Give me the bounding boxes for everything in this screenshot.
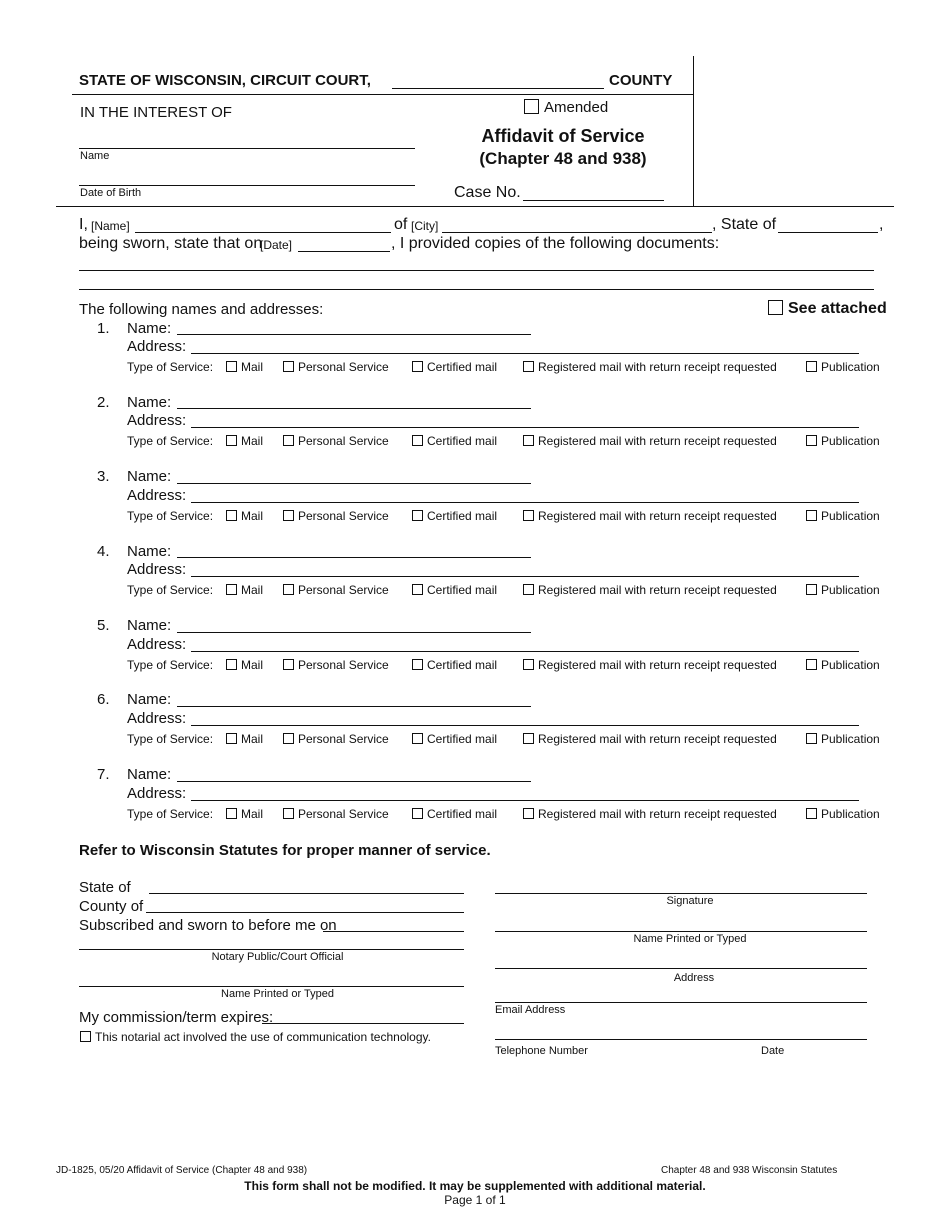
entry-number: 7. (97, 766, 110, 783)
entry-address-label: Address: (127, 785, 187, 802)
interest-of-label: IN THE INTEREST OF (80, 104, 232, 121)
certified-checkbox[interactable] (412, 361, 423, 372)
signature-label: Signature (666, 895, 714, 907)
certified-checkbox[interactable] (412, 584, 423, 595)
service-mail-option[interactable] (226, 360, 263, 374)
form-title: Affidavit of Service (481, 126, 645, 146)
notary-official-label: Notary Public/Court Official (211, 951, 344, 963)
service-personal-option[interactable] (283, 360, 389, 374)
service-publication-option[interactable] (806, 360, 880, 374)
entry-address-line[interactable] (191, 725, 859, 726)
entry-address-line[interactable] (191, 353, 859, 354)
service-mail-option[interactable] (226, 732, 263, 746)
service-registered-option[interactable] (523, 732, 777, 746)
publication-label: Publication (821, 509, 880, 523)
service-mail-option[interactable] (226, 807, 263, 821)
personal-label: Personal Service (298, 509, 389, 523)
mail-checkbox[interactable] (226, 435, 237, 446)
commission-label: My commission/term expires: (79, 1009, 274, 1026)
see-attached-checkbox[interactable] (768, 300, 783, 315)
publication-label: Publication (821, 583, 880, 597)
entry-name-label: Name: (127, 320, 172, 337)
service-publication-option[interactable] (806, 434, 880, 448)
certified-label: Certified mail (427, 732, 498, 746)
service-personal-option[interactable] (283, 509, 389, 523)
documents-line-1[interactable] (79, 270, 874, 271)
service-registered-option[interactable] (523, 434, 777, 448)
mail-label: Mail (241, 658, 264, 672)
signer-name-label: Name Printed or Typed (633, 933, 747, 945)
registered-checkbox[interactable] (523, 584, 534, 595)
entry-address-line[interactable] (191, 651, 859, 652)
signer-address-line[interactable] (495, 968, 867, 969)
publication-checkbox[interactable] (806, 510, 817, 521)
mail-checkbox[interactable] (226, 659, 237, 670)
name-hint: [Name] (91, 219, 130, 233)
personal-label: Personal Service (298, 658, 389, 672)
page-number: Page 1 of 1 (444, 1193, 506, 1207)
signature-line[interactable] (495, 893, 867, 894)
service-type-label: Type of Service: (127, 434, 214, 448)
entry-name-label: Name: (127, 468, 172, 485)
service-publication-option[interactable] (806, 807, 880, 821)
entry-name-line[interactable] (177, 632, 531, 633)
notary-county-line[interactable] (146, 912, 464, 913)
entry-number: 5. (97, 617, 110, 634)
entry-name-label: Name: (127, 543, 172, 560)
entry-name-line[interactable] (177, 706, 531, 707)
entry-name-line[interactable] (177, 408, 531, 409)
service-type-label: Type of Service: (127, 807, 214, 821)
entry-address-label: Address: (127, 487, 187, 504)
form-subtitle: (Chapter 48 and 938) (479, 149, 647, 168)
email-label: Email Address (495, 1004, 566, 1016)
city-hint: [City] (411, 219, 439, 233)
publication-checkbox[interactable] (806, 361, 817, 372)
case-no-blank[interactable] (523, 200, 664, 201)
service-type-label: Type of Service: (127, 732, 214, 746)
entry-address-line[interactable] (191, 502, 859, 503)
signer-name-line[interactable] (495, 931, 867, 932)
modification-notice: This form shall not be modified. It may be supplemented with additional material. (244, 1179, 706, 1193)
personal-label: Personal Service (298, 434, 389, 448)
statement-name-blank[interactable] (135, 232, 391, 233)
mail-label: Mail (241, 583, 264, 597)
certified-checkbox[interactable] (412, 808, 423, 819)
certified-checkbox[interactable] (412, 510, 423, 521)
service-personal-option[interactable] (283, 732, 389, 746)
service-personal-option[interactable] (283, 807, 389, 821)
signer-address-label: Address (673, 972, 715, 984)
service-certified-option[interactable] (412, 360, 497, 374)
registered-label: Registered mail with return receipt requested (538, 583, 777, 597)
notary-state-line[interactable] (149, 893, 464, 894)
mail-label: Mail (241, 732, 264, 746)
service-registered-option[interactable] (523, 807, 777, 821)
service-personal-option[interactable] (283, 583, 389, 597)
registered-label: Registered mail with return receipt requested (538, 807, 777, 821)
entry-address-label: Address: (127, 561, 187, 578)
entry-address-line[interactable] (191, 800, 859, 801)
certified-label: Certified mail (427, 583, 498, 597)
publication-checkbox[interactable] (806, 733, 817, 744)
entry-address-label: Address: (127, 636, 187, 653)
comm-tech-checkbox[interactable] (80, 1031, 91, 1042)
notary-name-label: Name Printed or Typed (221, 988, 334, 1000)
registered-label: Registered mail with return receipt requested (538, 509, 777, 523)
comm-tech-label: This notarial act involved the use of communication technology. (95, 1030, 431, 1044)
header-divider (693, 56, 694, 206)
entry-number: 4. (97, 543, 110, 560)
mail-checkbox[interactable] (226, 808, 237, 819)
documents-line-2[interactable] (79, 289, 874, 290)
certified-checkbox[interactable] (412, 435, 423, 446)
signer-address-line-2[interactable] (495, 1002, 867, 1003)
service-certified-option[interactable] (412, 509, 497, 523)
i-label: I, (79, 216, 88, 233)
registered-label: Registered mail with return receipt requested (538, 658, 777, 672)
commission-line[interactable] (262, 1023, 464, 1024)
telephone-label: Telephone Number (495, 1045, 588, 1057)
see-attached-option[interactable] (768, 300, 887, 318)
entry-number: 2. (97, 394, 110, 411)
publication-label: Publication (821, 434, 880, 448)
dob-line[interactable] (79, 185, 415, 186)
personal-checkbox[interactable] (283, 808, 294, 819)
comm-tech-option[interactable] (80, 1030, 431, 1044)
name-line[interactable] (79, 148, 415, 149)
registered-label: Registered mail with return receipt requested (538, 360, 777, 374)
personal-checkbox[interactable] (283, 659, 294, 670)
mail-label: Mail (241, 434, 264, 448)
entry-name-line[interactable] (177, 557, 531, 558)
service-mail-option[interactable] (226, 583, 263, 597)
certified-checkbox[interactable] (412, 733, 423, 744)
publication-label: Publication (821, 360, 880, 374)
state-comma: , (879, 216, 884, 233)
service-certified-option[interactable] (412, 658, 497, 672)
publication-label: Publication (821, 658, 880, 672)
personal-label: Personal Service (298, 583, 389, 597)
name-label: Name (80, 150, 110, 162)
personal-label: Personal Service (298, 807, 389, 821)
service-registered-option[interactable] (523, 583, 777, 597)
personal-label: Personal Service (298, 732, 389, 746)
service-publication-option[interactable] (806, 658, 880, 672)
service-personal-option[interactable] (283, 658, 389, 672)
personal-checkbox[interactable] (283, 435, 294, 446)
registered-checkbox[interactable] (523, 510, 534, 521)
amended-label: Amended (544, 99, 609, 116)
service-mail-option[interactable] (226, 509, 263, 523)
refer-statutes-note: Refer to Wisconsin Statutes for proper manner of service. (79, 842, 491, 859)
entry-address-line[interactable] (191, 427, 859, 428)
entry-number: 1. (97, 320, 110, 337)
entry-address-line[interactable] (191, 576, 859, 577)
entry-name-label: Name: (127, 691, 172, 708)
provided-text: , I provided copies of the following documents: (391, 235, 720, 252)
entry-address-label: Address: (127, 710, 187, 727)
certified-label: Certified mail (427, 434, 498, 448)
certified-label: Certified mail (427, 807, 498, 821)
mail-label: Mail (241, 807, 264, 821)
publication-checkbox[interactable] (806, 808, 817, 819)
certified-label: Certified mail (427, 360, 498, 374)
entry-address-label: Address: (127, 412, 187, 429)
service-mail-option[interactable] (226, 658, 263, 672)
mail-checkbox[interactable] (226, 584, 237, 595)
registered-checkbox[interactable] (523, 435, 534, 446)
case-no-label: Case No. (454, 184, 521, 201)
subscribed-date-line[interactable] (323, 931, 464, 932)
county-blank[interactable] (392, 88, 604, 89)
publication-checkbox[interactable] (806, 584, 817, 595)
entry-number: 6. (97, 691, 110, 708)
state-of-label: , State of (712, 216, 777, 233)
entry-name-label: Name: (127, 766, 172, 783)
service-type-label: Type of Service: (127, 360, 214, 374)
service-certified-option[interactable] (412, 807, 497, 821)
amended-checkbox[interactable] (524, 99, 539, 114)
notary-state-label: State of (79, 879, 131, 896)
notary-name-line[interactable] (79, 986, 464, 987)
service-registered-option[interactable] (523, 360, 777, 374)
recipients-intro: The following names and addresses: (79, 301, 324, 318)
certified-label: Certified mail (427, 509, 498, 523)
mail-checkbox[interactable] (226, 361, 237, 372)
registered-checkbox[interactable] (523, 659, 534, 670)
service-registered-option[interactable] (523, 509, 777, 523)
header-rule (72, 94, 694, 95)
service-type-label: Type of Service: (127, 583, 214, 597)
service-mail-option[interactable] (226, 434, 263, 448)
mail-label: Mail (241, 360, 264, 374)
entry-name-label: Name: (127, 617, 172, 634)
entry-name-line[interactable] (177, 483, 531, 484)
date-label: Date (761, 1045, 785, 1057)
mail-checkbox[interactable] (226, 510, 237, 521)
registered-label: Registered mail with return receipt requested (538, 732, 777, 746)
amended-option[interactable] (524, 99, 608, 116)
personal-checkbox[interactable] (283, 510, 294, 521)
personal-checkbox[interactable] (283, 361, 294, 372)
mail-label: Mail (241, 509, 264, 523)
service-publication-option[interactable] (806, 583, 880, 597)
service-registered-option[interactable] (523, 658, 777, 672)
section-rule (56, 206, 894, 207)
email-line[interactable] (495, 1039, 867, 1040)
service-type-label: Type of Service: (127, 658, 214, 672)
certified-checkbox[interactable] (412, 659, 423, 670)
statement-state-blank[interactable] (778, 232, 878, 233)
court-title: STATE OF WISCONSIN, CIRCUIT COURT, (79, 72, 371, 89)
subscribed-label: Subscribed and sworn to before me on (79, 917, 337, 934)
service-publication-option[interactable] (806, 509, 880, 523)
sworn-text: being sworn, state that on (79, 235, 263, 252)
statement-city-blank[interactable] (442, 232, 712, 233)
entry-address-label: Address: (127, 338, 187, 355)
personal-checkbox[interactable] (283, 584, 294, 595)
entry-name-label: Name: (127, 394, 172, 411)
entry-name-line[interactable] (177, 334, 531, 335)
form-id: JD-1825, 05/20 Affidavit of Service (Chapter 48 and 938) (56, 1165, 308, 1176)
registered-label: Registered mail with return receipt requested (538, 434, 777, 448)
service-publication-option[interactable] (806, 732, 880, 746)
service-personal-option[interactable] (283, 434, 389, 448)
county-label: COUNTY (609, 72, 673, 89)
see-attached-label: See attached (788, 300, 887, 317)
statutes-reference: Chapter 48 and 938 Wisconsin Statutes (661, 1165, 838, 1176)
personal-label: Personal Service (298, 360, 389, 374)
entry-number: 3. (97, 468, 110, 485)
service-type-label: Type of Service: (127, 509, 214, 523)
service-certified-option[interactable] (412, 732, 497, 746)
personal-checkbox[interactable] (283, 733, 294, 744)
publication-checkbox[interactable] (806, 435, 817, 446)
of-label: of (394, 216, 408, 233)
publication-checkbox[interactable] (806, 659, 817, 670)
statement-date-blank[interactable] (298, 251, 390, 252)
service-certified-option[interactable] (412, 583, 497, 597)
service-certified-option[interactable] (412, 434, 497, 448)
certified-label: Certified mail (427, 658, 498, 672)
notary-county-label: County of (79, 898, 144, 915)
notary-signature-line[interactable] (79, 949, 464, 950)
registered-checkbox[interactable] (523, 733, 534, 744)
entry-name-line[interactable] (177, 781, 531, 782)
publication-label: Publication (821, 807, 880, 821)
registered-checkbox[interactable] (523, 808, 534, 819)
mail-checkbox[interactable] (226, 733, 237, 744)
date-hint: [Date] (260, 238, 293, 252)
registered-checkbox[interactable] (523, 361, 534, 372)
dob-label: Date of Birth (80, 187, 142, 199)
publication-label: Publication (821, 732, 880, 746)
